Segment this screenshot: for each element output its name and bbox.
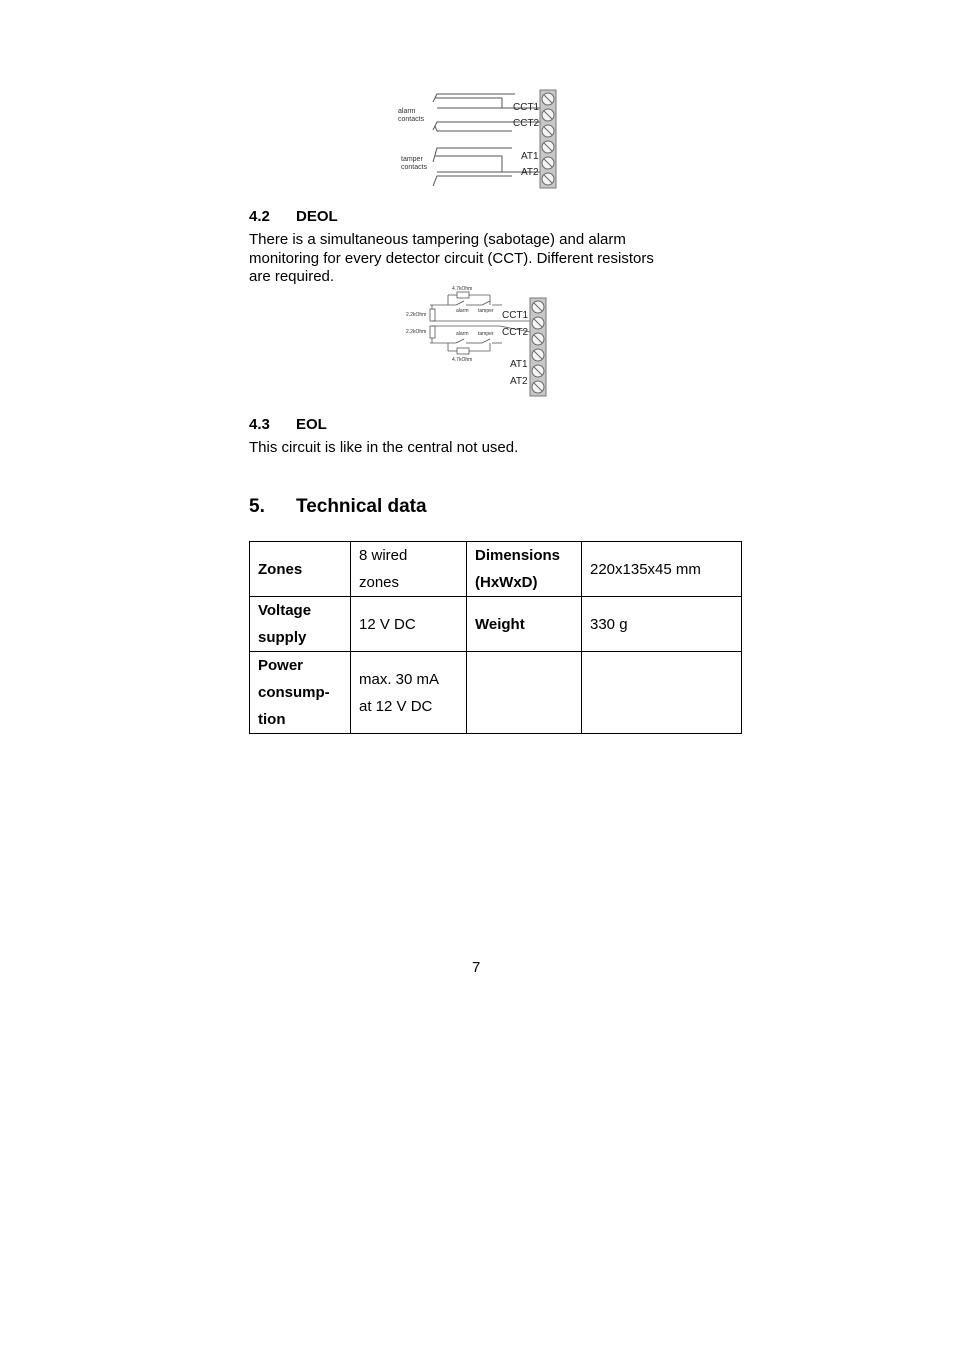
page-number: 7 xyxy=(472,959,481,976)
table-cell-value: 12 V DC xyxy=(351,597,467,652)
deol-terminal-label-at2: AT2 xyxy=(510,376,528,387)
alarm-label-2: alarm xyxy=(456,331,469,337)
section-4-2-line-2: monitoring for every detector circuit (CCT). Different resistors xyxy=(249,249,654,267)
section-4-2-number: 4.2 xyxy=(249,208,270,225)
alarm-contacts-label-2: contacts xyxy=(398,116,425,123)
table-row xyxy=(250,542,742,597)
deol-terminal-block xyxy=(530,298,546,396)
tamper-contacts-label-1: tamper xyxy=(401,156,423,163)
wiring-diagram-ar-svg xyxy=(390,86,560,192)
resistor-top-label: 4.7kOhm xyxy=(452,286,473,292)
tamper-label-1: tamper xyxy=(478,308,494,314)
resistor-bottom-label: 4.7kOhm xyxy=(452,357,473,363)
table-cell-empty xyxy=(582,652,742,734)
table-row xyxy=(250,597,742,652)
deol-terminal-label-cct1: CCT1 xyxy=(502,310,529,321)
terminal-block xyxy=(540,90,556,188)
deol-terminal-label-at1: AT1 xyxy=(510,359,528,370)
table-cell-label: Voltage supply xyxy=(250,597,351,652)
resistor-left-label-2: 2.2kOhm xyxy=(406,329,427,335)
table-cell-value: 330 g xyxy=(582,597,742,652)
table-cell-value: 8 wired zones xyxy=(351,542,467,597)
wiring-diagram-deol xyxy=(400,282,552,400)
section-4-3-title: EOL xyxy=(296,416,327,433)
terminal-label-at1: AT1 xyxy=(521,151,539,162)
tamper-label-2: tamper xyxy=(478,331,494,337)
terminal-label-at2: AT2 xyxy=(521,167,539,178)
table-cell-label: Zones xyxy=(250,542,351,597)
section-4-2-line-3: are required. xyxy=(249,268,335,285)
terminal-label-cct2: CCT2 xyxy=(513,118,540,129)
table-cell-label: Power consump- tion xyxy=(250,652,351,734)
section-5-number: 5. xyxy=(249,496,265,517)
deol-terminal-label-cct2: CCT2 xyxy=(502,327,529,338)
technical-data-table xyxy=(249,541,742,734)
resistor-left-label-1: 2.2kOhm xyxy=(406,312,427,318)
section-4-3-number: 4.3 xyxy=(249,416,270,433)
section-4-3-paragraph: This circuit is like in the central not used. xyxy=(249,439,519,456)
section-5-title: Technical data xyxy=(296,496,427,517)
terminal-label-cct1: CCT1 xyxy=(513,102,540,113)
table-cell-value: max. 30 mA at 12 V DC xyxy=(351,652,467,734)
table-cell-empty xyxy=(467,652,582,734)
wiring-diagram-deol-svg xyxy=(400,282,552,400)
section-4-2-line-1: There is a simultaneous tampering (sabotage) and alarm xyxy=(249,231,626,248)
table-cell-value: 220x135x45 mm xyxy=(582,542,742,597)
table-row xyxy=(250,652,742,734)
alarm-contacts-label-1: alarm xyxy=(398,108,416,115)
section-4-2-paragraph xyxy=(249,231,719,287)
table-cell-label: Weight xyxy=(467,597,582,652)
tamper-contacts-label-2: contacts xyxy=(401,164,428,171)
wiring-diagram-ar xyxy=(390,86,560,192)
alarm-label-1: alarm xyxy=(456,308,469,314)
section-4-2-title: DEOL xyxy=(296,208,338,225)
table-cell-label: Dimensions (HxWxD) xyxy=(467,542,582,597)
